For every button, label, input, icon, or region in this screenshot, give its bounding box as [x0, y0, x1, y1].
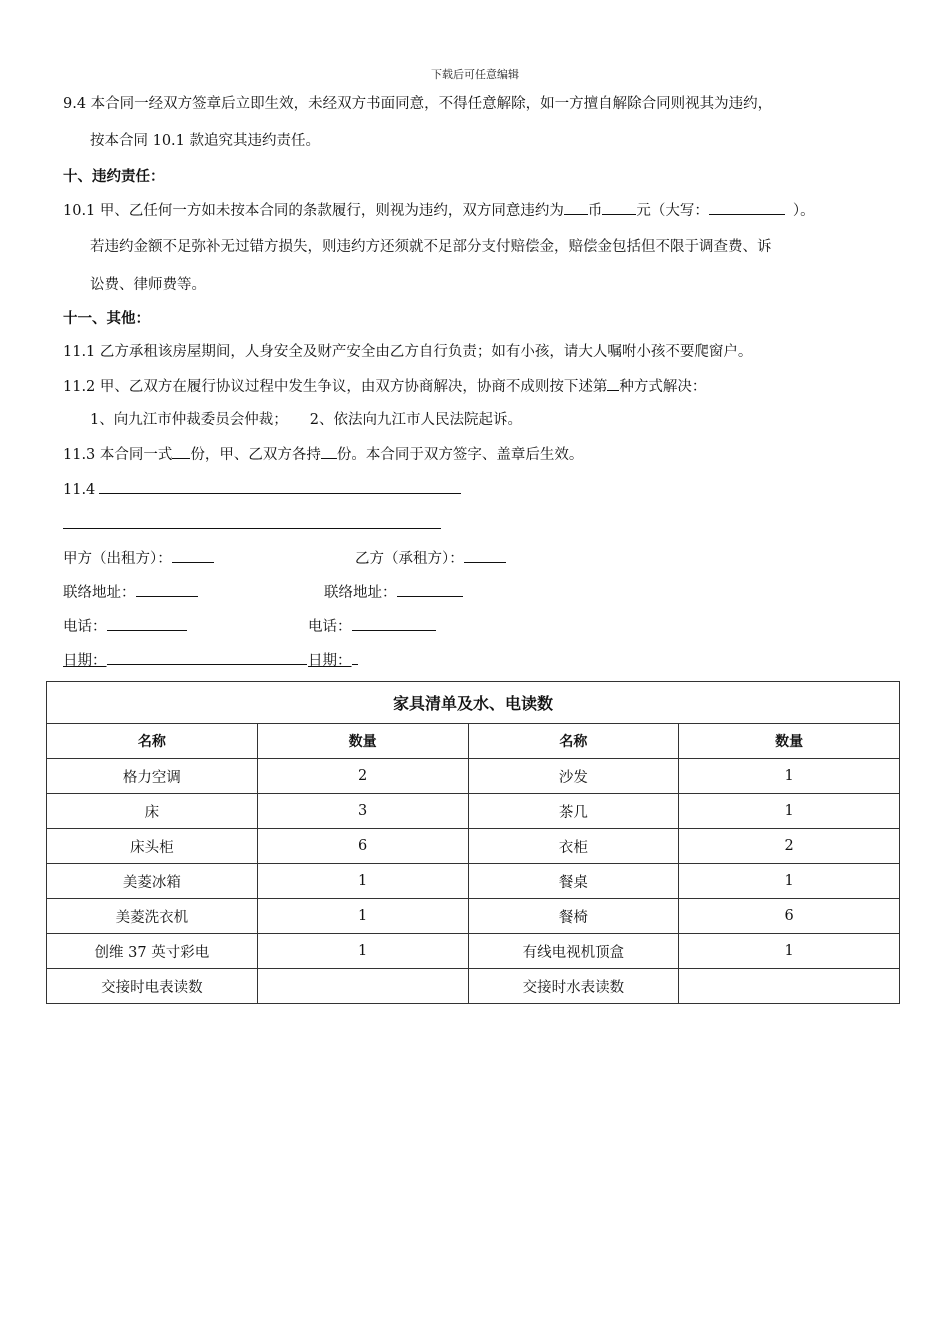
clause-10-1-text-d: ）。: [792, 203, 815, 219]
party-b-blank[interactable]: [464, 548, 506, 563]
page-header-note: 下载后可任意编辑: [431, 68, 519, 81]
clause-10-1-text-c: 元（大写：: [636, 203, 709, 219]
table-row: [47, 969, 900, 1004]
header-name-1: 名称: [47, 724, 258, 759]
item-name: 美菱洗衣机: [47, 899, 258, 934]
clause-10-1-line2: 若违约金额不足弥补无过错方损失，则违约方还须就不足部分支付赔偿金，赔偿金包括但不限于调查费、诉: [90, 239, 772, 255]
item-name: 衣柜: [468, 829, 679, 864]
item-name: 茶几: [468, 794, 679, 829]
item-qty: 1: [257, 934, 468, 969]
furniture-table: [46, 681, 900, 1004]
option-arbitration: 1、向九江市仲裁委员会仲裁；: [90, 412, 288, 428]
clause-10-1-line1: [63, 200, 815, 221]
table-row: [47, 864, 900, 899]
party-a-blank[interactable]: [172, 548, 214, 563]
table-row: [47, 794, 900, 829]
item-qty: 2: [679, 829, 900, 864]
clause-11-1: 11.1 乙方承租该房屋期间，人身安全及财产安全由乙方自行负责；如有小孩，请大人嘱咐小孩不要爬窗户。: [63, 344, 753, 360]
date-a-blank[interactable]: [107, 650, 307, 665]
clause-11-2: [63, 376, 706, 397]
item-name: 餐椅: [468, 899, 679, 934]
clause-11-3: [63, 444, 583, 465]
item-qty: 6: [257, 829, 468, 864]
header-qty-2: 数量: [679, 724, 900, 759]
table-row: [47, 899, 900, 934]
phone-b-row: [308, 616, 436, 637]
address-a-label: 联络地址：: [63, 585, 136, 601]
clause-11-4: [63, 479, 461, 500]
item-name: 床: [47, 794, 258, 829]
party-a-label: 甲方（出租方）：: [63, 551, 172, 567]
table-title: 家具清单及水、电读数: [47, 682, 900, 724]
section-10-heading: 十、违约责任：: [63, 169, 165, 185]
currency-blank[interactable]: [564, 200, 588, 215]
item-qty: 1: [679, 864, 900, 899]
item-qty: 3: [257, 794, 468, 829]
address-b-label: 联络地址：: [324, 585, 397, 601]
clause-11-4-label: 11.4: [63, 482, 96, 498]
clause-10-1-text-a: 10.1 甲、乙任何一方如未按本合同的条款履行，则视为违约，双方同意违约为: [63, 203, 564, 219]
date-b-blank[interactable]: [352, 650, 358, 665]
clause-9-4-line1: 9.4 本合同一经双方签章后立即生效，未经双方书面同意，不得任意解除，如一方擅自解除合同则视其为违约，: [63, 96, 773, 112]
clause-10-1-text-b: 币: [587, 203, 603, 219]
item-qty: 2: [257, 759, 468, 794]
clause-11-4-blank[interactable]: [99, 479, 461, 494]
item-qty: 1: [679, 759, 900, 794]
phone-b-blank[interactable]: [352, 616, 436, 631]
party-a-row: [63, 548, 214, 569]
amount-in-words-blank[interactable]: [709, 200, 785, 215]
header-qty-1: 数量: [257, 724, 468, 759]
clause-11-3-text-c: 份。本合同于双方签字、盖章后生效。: [336, 447, 584, 463]
date-b-row: [308, 650, 358, 671]
address-b-row: [324, 582, 463, 603]
phone-a-blank[interactable]: [107, 616, 187, 631]
item-qty: 1: [257, 864, 468, 899]
clause-10-1-line3: 讼费、律师费等。: [90, 277, 206, 293]
phone-a-row: [63, 616, 187, 637]
item-qty: 6: [679, 899, 900, 934]
table-row: [47, 759, 900, 794]
clause-11-3-text-b: 份，甲、乙双方各持: [190, 447, 321, 463]
party-b-label: 乙方（承租方）：: [355, 551, 464, 567]
date-a-label: 日期：: [63, 653, 107, 669]
phone-a-label: 电话：: [63, 619, 107, 635]
item-qty: 1: [679, 934, 900, 969]
electric-meter-value[interactable]: [257, 969, 468, 1004]
clause-9-4-line2: 按本合同 10.1 款追究其违约责任。: [90, 133, 321, 149]
clause-11-3-text-a: 11.3 本合同一式: [63, 447, 173, 463]
item-name: 有线电视机顶盒: [468, 934, 679, 969]
item-name: 餐桌: [468, 864, 679, 899]
date-a-row: [63, 650, 307, 671]
copies-each-blank[interactable]: [321, 444, 337, 459]
section-11-heading: 十一、其他：: [63, 311, 150, 327]
item-name: 格力空调: [47, 759, 258, 794]
option-court: 2、依法向九江市人民法院起诉。: [309, 412, 522, 428]
party-b-row: [355, 548, 506, 569]
amount-blank[interactable]: [602, 200, 636, 215]
item-name: 美菱冰箱: [47, 864, 258, 899]
address-b-blank[interactable]: [397, 582, 463, 597]
table-header-row: [47, 724, 900, 759]
phone-b-label: 电话：: [308, 619, 352, 635]
item-qty: 1: [257, 899, 468, 934]
header-name-2: 名称: [468, 724, 679, 759]
dispute-method-blank[interactable]: [607, 376, 619, 391]
item-qty: 1: [679, 794, 900, 829]
table-row: [47, 934, 900, 969]
date-b-label: 日期：: [308, 653, 352, 669]
water-meter-label: 交接时水表读数: [468, 969, 679, 1004]
address-a-row: [63, 582, 198, 603]
electric-meter-label: 交接时电表读数: [47, 969, 258, 1004]
clause-11-4-continuation-line[interactable]: [63, 528, 441, 529]
table-row: [47, 829, 900, 864]
copies-total-blank[interactable]: [172, 444, 190, 459]
clause-11-2-text-a: 11.2 甲、乙双方在履行协议过程中发生争议，由双方协商解决，协商不成则按下述第: [63, 379, 608, 395]
item-name: 创维 37 英寸彩电: [47, 934, 258, 969]
item-name: 床头柜: [47, 829, 258, 864]
item-name: 沙发: [468, 759, 679, 794]
water-meter-value[interactable]: [679, 969, 900, 1004]
address-a-blank[interactable]: [136, 582, 198, 597]
clause-11-2-text-b: 种方式解决：: [619, 379, 707, 395]
clause-11-2-options: [90, 410, 522, 430]
